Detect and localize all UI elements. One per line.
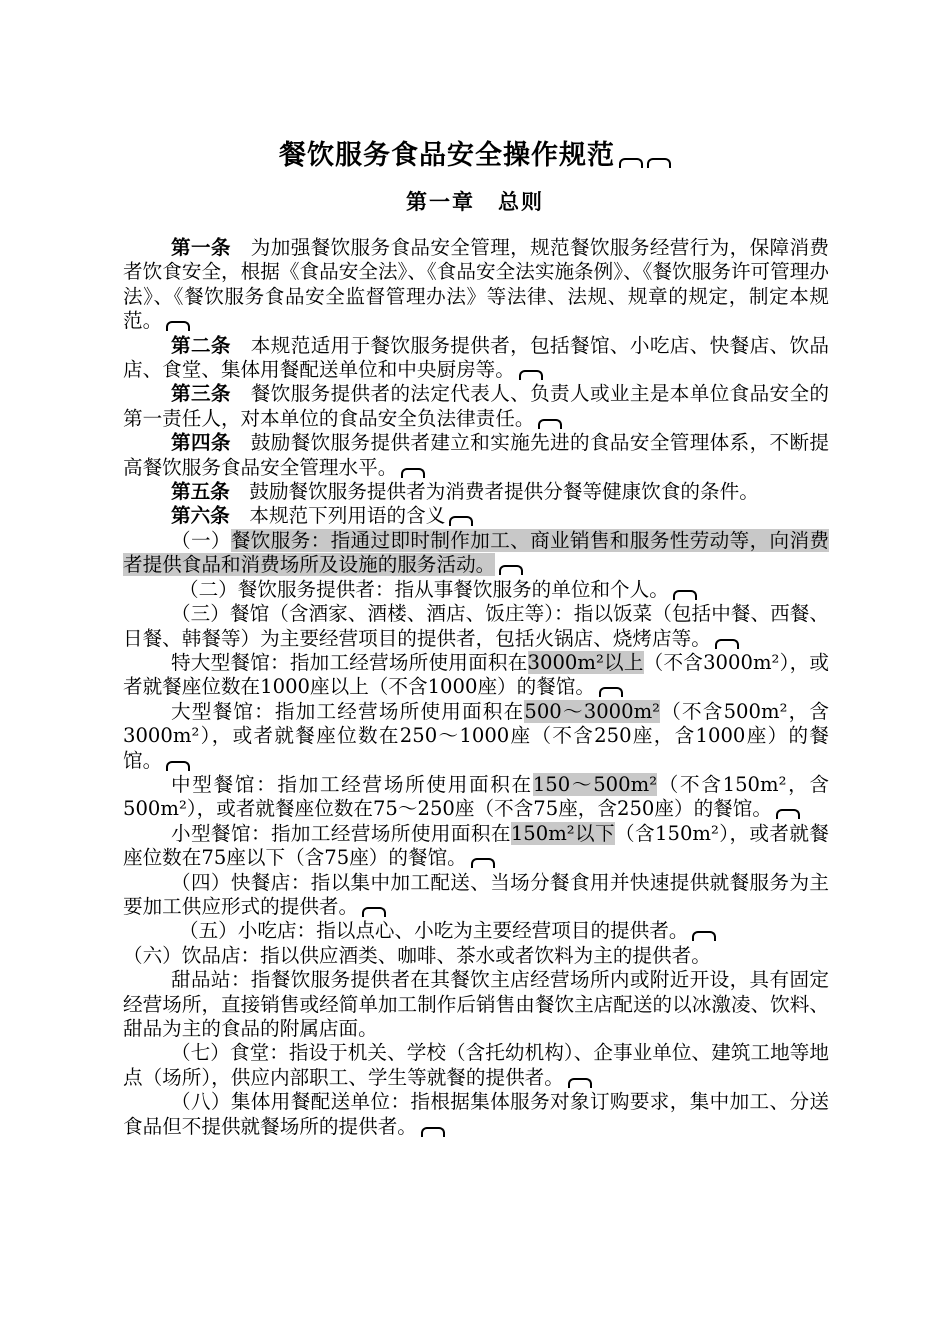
return-mark-icon — [647, 158, 671, 168]
definition-text: （含150m²），或者就餐座位数在75座以下（含75座）的餐馆。 — [123, 821, 829, 870]
definition-prefix: （一） — [171, 528, 231, 552]
highlighted-text: 150～500m² — [532, 772, 658, 796]
definition-fast-food — [123, 871, 829, 920]
article-2 — [123, 334, 829, 383]
return-mark-icon — [449, 516, 473, 526]
definition-text: （六）饮品店：指以供应酒类、咖啡、茶水或者饮料为主的提供者。 — [123, 943, 711, 967]
definition-text: （二）餐饮服务提供者：指从事餐饮服务的单位和个人。 — [179, 577, 669, 601]
definition-extra-large-restaurant — [123, 651, 829, 700]
article-text: 本规范适用于餐饮服务提供者，包括餐馆、小吃店、快餐店、饮品店、食堂、集体用餐配送单位和中央厨房等。 — [123, 333, 830, 382]
highlighted-text: 餐饮服务：指通过即时制作加工、商业销售和服务性劳动等，向消费者提供食品和消费场所及设施的服务活动。 — [123, 528, 830, 577]
definition-text: （五）小吃店：指以点心、小吃为主要经营项目的提供者。 — [179, 919, 689, 943]
return-mark-icon — [166, 321, 190, 331]
article-6 — [123, 504, 829, 528]
definition-provider — [123, 578, 829, 602]
definition-text: 大型餐馆：指加工经营场所使用面积在 — [171, 699, 525, 723]
return-mark-icon — [715, 639, 739, 649]
definition-restaurant — [123, 602, 829, 651]
return-mark-icon — [362, 907, 386, 917]
return-mark-icon — [619, 158, 643, 168]
definition-text: （七）食堂：指设于机关、学校（含托幼机构）、企事业单位、建筑工地等地点（场所），供应内部职工、学生等就餐的提供者。 — [123, 1041, 829, 1089]
definition-dessert-station — [123, 968, 829, 1041]
definition-text: （三）餐馆（含酒家、酒楼、酒店、饭庄等）：指以饭菜（包括中餐、西餐、日餐、韩餐等）为主要经营项目的提供者，包括火锅店、烧烤店等。 — [123, 602, 829, 650]
highlighted-text: 3000m²以上 — [527, 650, 644, 674]
article-1 — [123, 236, 829, 334]
return-mark-icon — [166, 761, 190, 771]
return-mark-icon — [673, 590, 697, 600]
article-text: 鼓励餐饮服务提供者建立和实施先进的食品安全管理体系，不断提高餐饮服务食品安全管理水平。 — [123, 431, 830, 479]
article-label: 第四条 — [171, 431, 231, 455]
title-text: 餐饮服务食品安全操作规范 — [279, 140, 615, 171]
return-mark-icon — [568, 1078, 592, 1088]
definition-catering-service — [123, 529, 829, 578]
definition-text: （不含500m²，含3000m²），或者就餐座位数在250～1000座（不含250座，含1000座）的餐馆。 — [123, 699, 829, 772]
return-mark-icon — [519, 370, 543, 380]
article-label: 第二条 — [171, 333, 231, 357]
return-mark-icon — [776, 809, 800, 819]
definition-text: （不含3000m²），或者就餐座位数在1000座以上（不含1000座）的餐馆。 — [123, 650, 830, 699]
article-label: 第三条 — [171, 382, 231, 406]
definition-text: （四）快餐店：指以集中加工配送、当场分餐食用并快速提供就餐服务为主要加工供应形式的提供者。 — [123, 870, 829, 918]
return-mark-icon — [692, 931, 716, 941]
highlighted-text: 500～3000m² — [524, 699, 661, 723]
definition-text: （不含150m²，含500m²），或者就餐座位数在75～250座（不含75座，含250座）的餐馆。 — [123, 772, 830, 821]
article-label: 第一条 — [171, 236, 231, 259]
definition-text: 小型餐馆：指加工经营场所使用面积在 — [171, 821, 511, 845]
document-body — [123, 236, 829, 1139]
definition-text: 中型餐馆：指加工经营场所使用面积在 — [171, 772, 533, 796]
article-3 — [123, 382, 829, 431]
return-mark-icon — [599, 687, 623, 697]
article-text: 鼓励餐饮服务提供者为消费者提供分餐等健康饮食的条件。 — [229, 480, 759, 504]
definition-canteen — [123, 1041, 829, 1090]
definition-medium-restaurant — [123, 773, 829, 822]
article-text: 本规范下列用语的含义 — [229, 504, 446, 528]
chapter-heading: 第一章 总则 — [406, 190, 544, 214]
highlighted-text: 150m²以下 — [510, 821, 616, 845]
article-4 — [123, 431, 829, 480]
definition-small-restaurant — [123, 822, 829, 871]
definition-snack-shop — [123, 919, 829, 943]
definition-beverage-shop — [123, 944, 829, 968]
return-mark-icon — [499, 565, 523, 575]
definition-large-restaurant — [123, 700, 829, 773]
definition-text: 甜品站：指餐饮服务提供者在其餐饮主店经营场所内或附近开设，具有固定经营场所，直接销售或经简单加工制作后销售由餐饮主店配送的以冰激凌、饮料、甜品为主的食品的附属店面。 — [123, 968, 829, 1040]
article-label: 第五条 — [171, 480, 230, 504]
article-text: 为加强餐饮服务食品安全管理，规范餐饮服务经营行为，保障消费者饮食安全，根据《食品安全法》、《食品安全法实施条例》、《餐饮服务许可管理办法》、《餐饮服务食品安全监督管理办法》等法律、法规、规章的规定，制定本规范。 — [123, 236, 830, 333]
return-mark-icon — [471, 858, 495, 868]
definition-text: （八）集体用餐配送单位：指根据集体服务对象订购要求，集中加工、分送食品但不提供就餐场所的提供者。 — [123, 1090, 829, 1138]
article-5 — [123, 480, 829, 504]
return-mark-icon — [401, 468, 425, 478]
definition-text: 特大型餐馆：指加工经营场所使用面积在 — [171, 650, 528, 674]
definition-meal-delivery — [123, 1090, 829, 1139]
article-label: 第六条 — [171, 504, 230, 528]
return-mark-icon — [538, 419, 562, 429]
return-mark-icon — [421, 1127, 445, 1137]
document-title — [0, 133, 950, 172]
article-text: 餐饮服务提供者的法定代表人、负责人或业主是本单位食品安全的第一责任人，对本单位的食品安全负法律责任。 — [123, 382, 830, 430]
